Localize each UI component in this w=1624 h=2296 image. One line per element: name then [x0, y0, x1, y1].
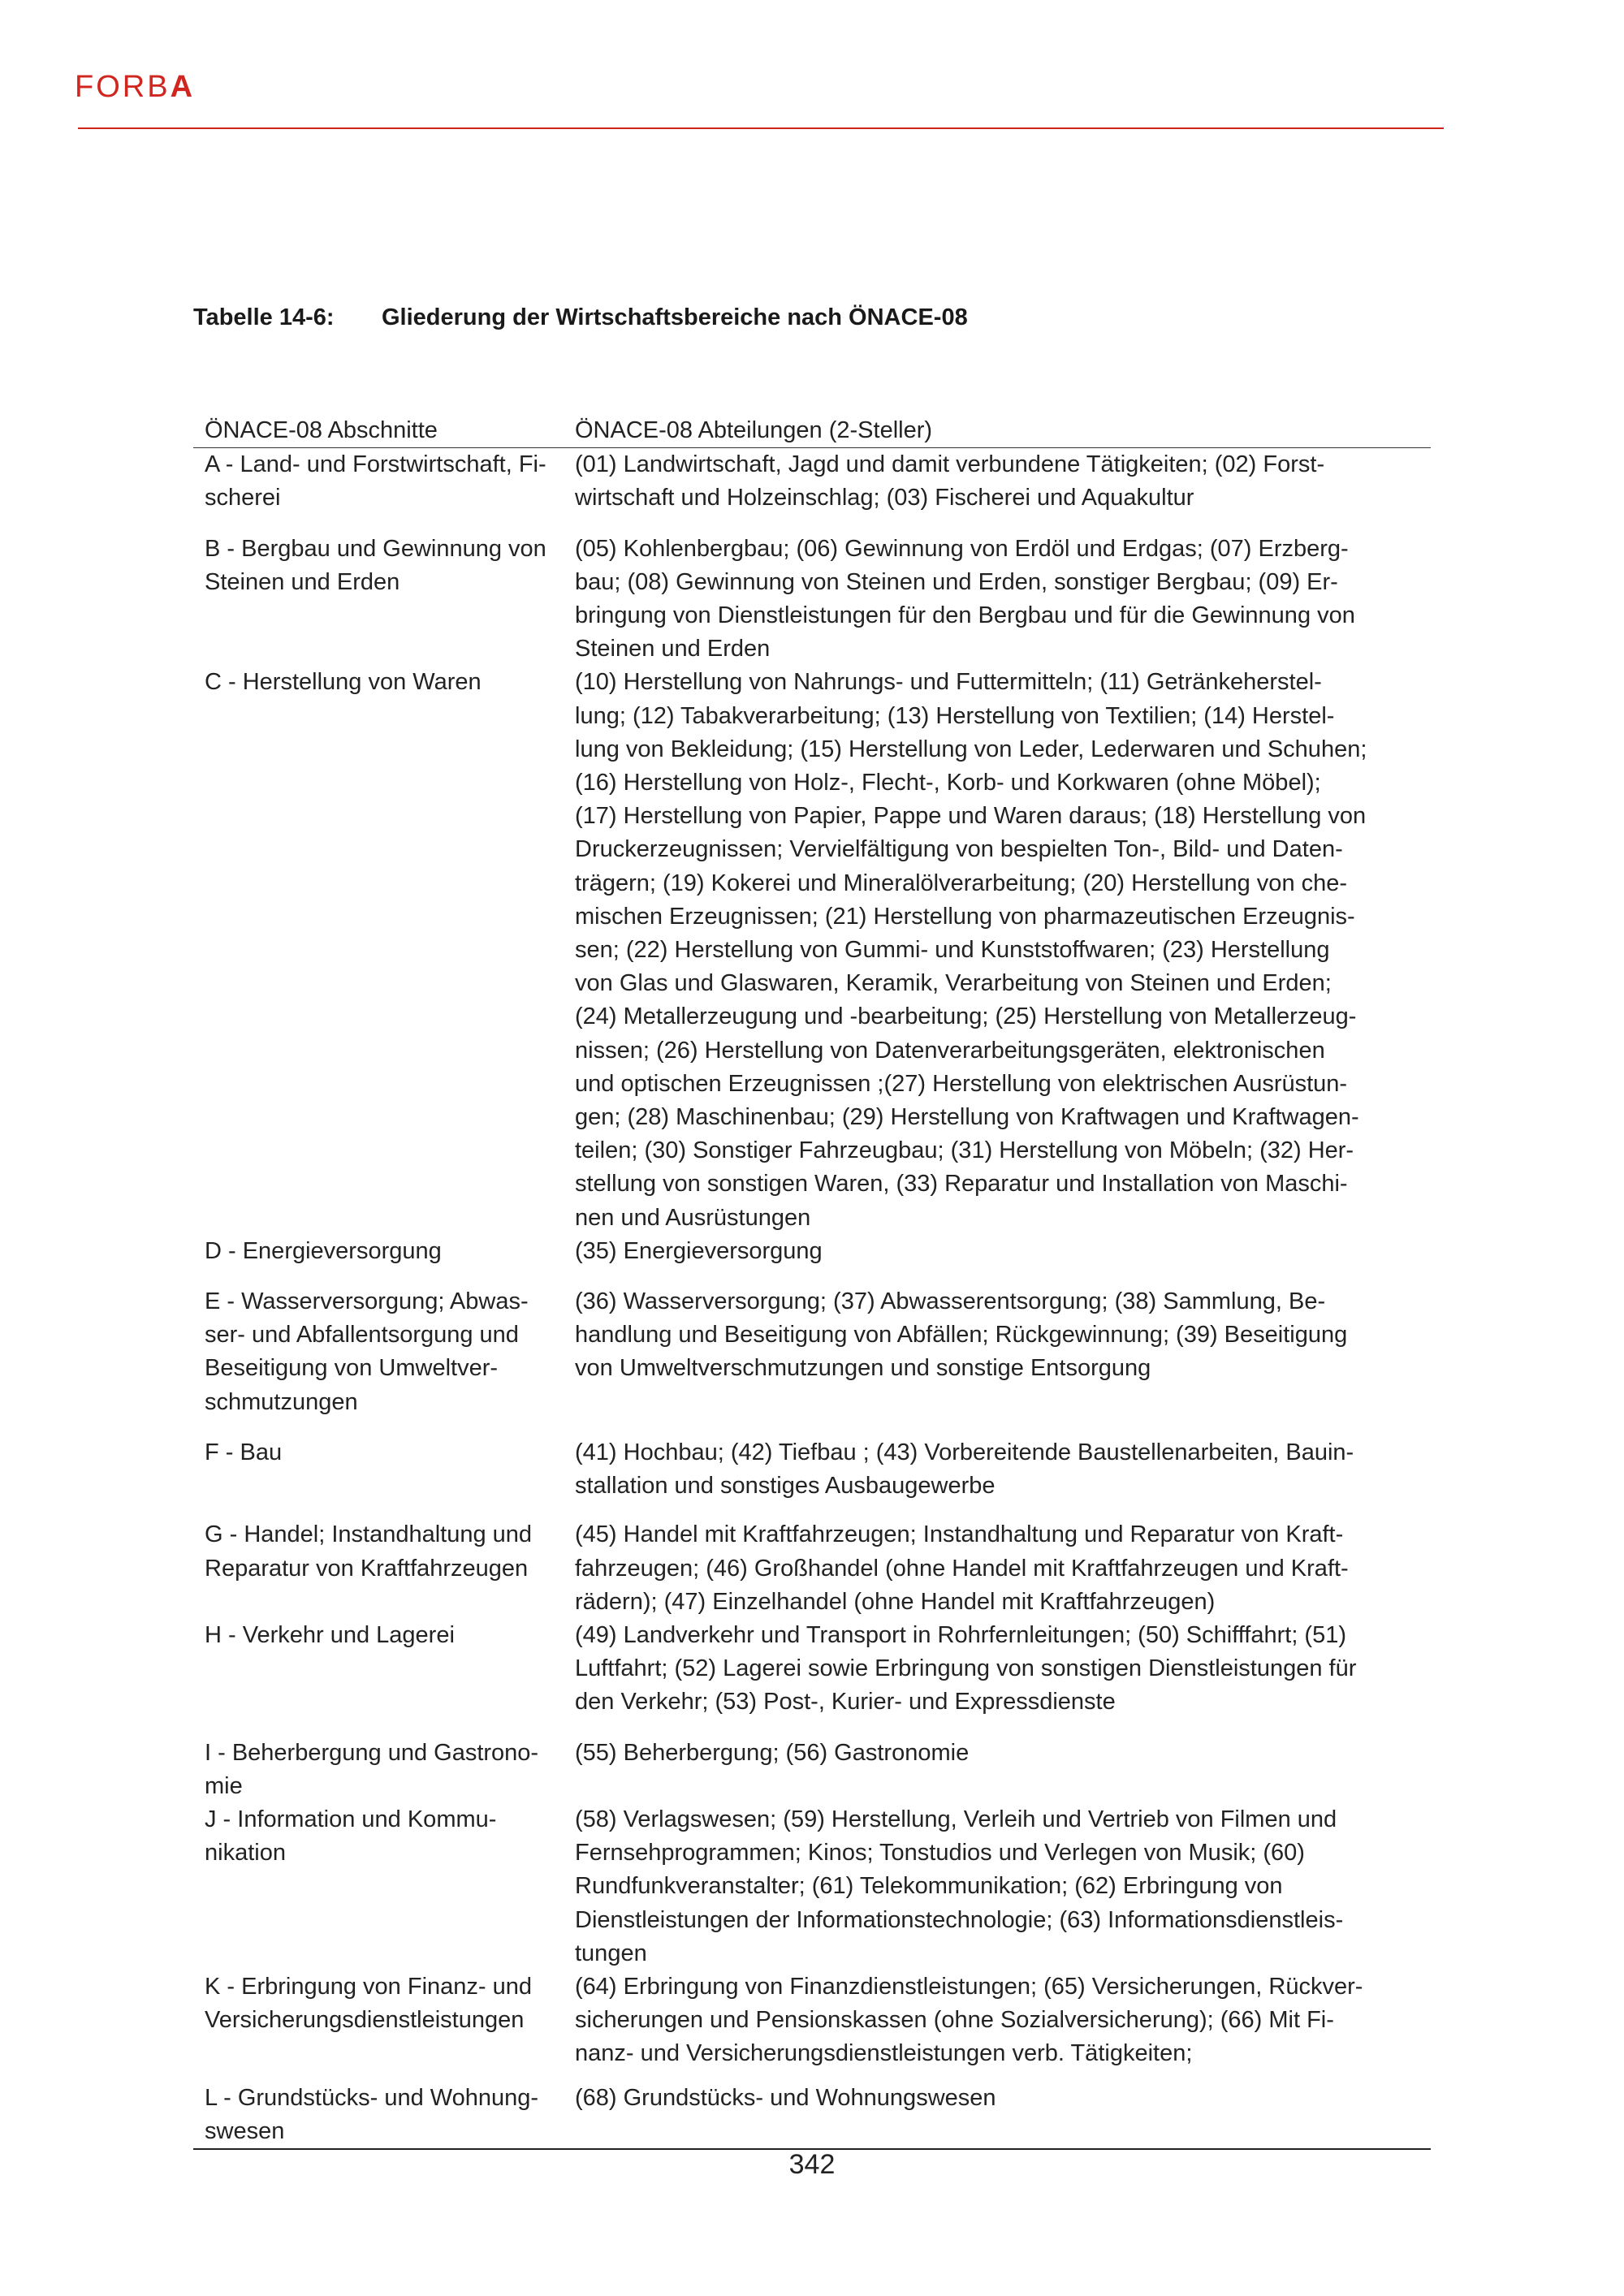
divisions-line: nen und Ausrüstungen [575, 1204, 811, 1231]
table-row [193, 1518, 1431, 1619]
section-cell [193, 1436, 573, 1503]
table-body [193, 448, 1431, 2148]
divisions-cell [573, 1970, 1431, 2071]
divisions-cell [573, 1803, 1431, 1970]
divisions-line: Druckerzeugnissen; Vervielfältigung von bespielten Ton-, Bild- und Daten- [575, 836, 1343, 863]
divisions-cell [573, 1737, 1431, 1803]
section-line: A - Land- und Forstwirtschaft, Fi- [205, 451, 546, 478]
section-line: F - Bau [205, 1439, 283, 1465]
section-line: mie [205, 1772, 243, 1799]
section-line: D - Energieversorgung [205, 1237, 442, 1264]
divisions-line: (64) Erbringung von Finanzdienstleistungen; (65) Versicherungen, Rückver- [575, 1973, 1363, 2000]
table-number: Tabelle 14-6: [193, 304, 335, 330]
divisions-line: handlung und Beseitigung von Abfällen; Rückgewinnung; (39) Beseitigung [575, 1322, 1348, 1349]
table-row [193, 666, 1431, 1234]
divisions-line: tungen [575, 1940, 647, 1966]
divisions-line: von Glas und Glaswaren, Keramik, Verarbeitung von Steinen und Erden; [575, 970, 1332, 997]
divisions-cell [573, 666, 1431, 1234]
divisions-cell [573, 533, 1431, 667]
section-line: C - Herstellung von Waren [205, 669, 482, 696]
divisions-line: (35) Energieversorgung [575, 1237, 823, 1264]
section-line: L - Grundstücks- und Wohnung- [205, 2084, 539, 2111]
divisions-line: (36) Wasserversorgung; (37) Abwasserentsorgung; (38) Sammlung, Be- [575, 1288, 1326, 1315]
section-cell [193, 1737, 573, 1803]
section-line: H - Verkehr und Lagerei [205, 1621, 455, 1648]
section-line: schmutzungen [205, 1388, 358, 1415]
section-cell [193, 1518, 573, 1619]
divisions-line: (24) Metallerzeugung und -bearbeitung; (25) Herstellung von Metallerzeug- [575, 1003, 1357, 1030]
section-line: swesen [205, 2117, 285, 2144]
section-cell [193, 448, 573, 515]
table-row [193, 2082, 1431, 2148]
onace-table [193, 414, 1431, 2150]
section-line: ser- und Abfallentsorgung und [205, 1322, 519, 1349]
divisions-line: (16) Herstellung von Holz-, Flecht-, Korb- und Korkwaren (ohne Möbel); [575, 770, 1321, 796]
divisions-line: Luftfahrt; (52) Lagerei sowie Erbringung von sonstigen Dienstleistungen für [575, 1655, 1357, 1682]
divisions-line: nanz- und Versicherungsdienstleistungen verb. Tätigkeiten; [575, 2040, 1193, 2067]
table-row [193, 1436, 1431, 1503]
divisions-line: wirtschaft und Holzeinschlag; (03) Fischerei und Aquakultur [575, 485, 1194, 511]
table-row [193, 1737, 1431, 1803]
section-line: Versicherungsdienstleistungen [205, 2007, 525, 2034]
divisions-line: sicherungen und Pensionskassen (ohne Sozialversicherung); (66) Mit Fi- [575, 2007, 1334, 2034]
divisions-line: (10) Herstellung von Nahrungs- und Futtermitteln; (11) Getränkeherstel- [575, 669, 1322, 696]
divisions-line: bau; (08) Gewinnung von Steinen und Erden, sonstiger Bergbau; (09) Er- [575, 568, 1338, 595]
section-cell [193, 1970, 573, 2071]
logo-text: FORB [75, 70, 171, 104]
section-line: E - Wasserversorgung; Abwas- [205, 1288, 529, 1315]
divisions-line: (01) Landwirtschaft, Jagd und damit verbundene Tätigkeiten; (02) Forst- [575, 451, 1325, 478]
divisions-line: (45) Handel mit Kraftfahrzeugen; Instandhaltung und Reparatur von Kraft- [575, 1521, 1344, 1548]
divisions-line: (55) Beherbergung; (56) Gastronomie [575, 1739, 970, 1766]
divisions-cell [573, 2082, 1431, 2148]
section-line: Reparatur von Kraftfahrzeugen [205, 1555, 529, 1582]
divisions-line: Fernsehprogrammen; Kinos; Tonstudios und Verlegen von Musik; (60) [575, 1840, 1305, 1867]
divisions-line: lung von Bekleidung; (15) Herstellung von Leder, Lederwaren und Schuhen; [575, 736, 1367, 762]
divisions-line: von Umweltverschmutzungen und sonstige Entsorgung [575, 1355, 1151, 1382]
table-row [193, 1285, 1431, 1419]
divisions-cell [573, 1518, 1431, 1619]
divisions-line: trägern; (19) Kokerei und Mineralölverarbeitung; (20) Herstellung von che- [575, 870, 1348, 896]
table-row [193, 1803, 1431, 1970]
table-header [193, 414, 1431, 448]
section-line: I - Beherbergung und Gastrono- [205, 1739, 539, 1766]
divisions-line: nissen; (26) Herstellung von Datenverarbeitungsgeräten, elektronischen [575, 1037, 1325, 1064]
table-row [193, 533, 1431, 667]
header-divisions: ÖNACE-08 Abteilungen (2-Steller) [575, 417, 933, 443]
divisions-line: (49) Landverkehr und Transport in Rohrfernleitungen; (50) Schifffahrt; (51) [575, 1621, 1347, 1648]
divisions-line: (05) Kohlenbergbau; (06) Gewinnung von Erdöl und Erdgas; (07) Erzberg- [575, 535, 1349, 562]
divisions-cell [573, 1285, 1431, 1419]
divisions-line: Steinen und Erden [575, 636, 771, 662]
divisions-line: lung; (12) Tabakverarbeitung; (13) Herstellung von Textilien; (14) Herstel- [575, 702, 1335, 729]
divisions-line: sen; (22) Herstellung von Gummi- und Kunststoffwaren; (23) Herstellung [575, 937, 1330, 964]
divisions-line: Dienstleistungen der Informationstechnologie; (63) Informationsdienstleis- [575, 1906, 1344, 1933]
divisions-line: stallation und sonstiges Ausbaugewerbe [575, 1473, 996, 1500]
divisions-line: gen; (28) Maschinenbau; (29) Herstellung von Kraftwagen und Kraftwagen- [575, 1104, 1359, 1131]
divisions-line: teilen; (30) Sonstiger Fahrzeugbau; (31) Herstellung von Möbeln; (32) Her- [575, 1137, 1354, 1164]
section-line: nikation [205, 1840, 286, 1867]
table-row [193, 1619, 1431, 1720]
section-line: Steinen und Erden [205, 568, 400, 595]
table-title: Gliederung der Wirtschaftsbereiche nach ÖNACE-08 [382, 304, 968, 330]
logo-text-bold: A [170, 70, 196, 104]
divisions-line: und optischen Erzeugnissen ;(27) Herstellung von elektrischen Ausrüstun- [575, 1070, 1348, 1097]
page-number: 342 [788, 2149, 836, 2180]
divisions-line: bringung von Dienstleistungen für den Bergbau und für die Gewinnung von [575, 602, 1355, 629]
divisions-line: den Verkehr; (53) Post-, Kurier- und Expressdienste [575, 1689, 1116, 1716]
section-line: scherei [205, 485, 281, 511]
divisions-line: fahrzeugen; (46) Großhandel (ohne Handel mit Kraftfahrzeugen und Kraft- [575, 1555, 1349, 1582]
section-line: J - Information und Kommu- [205, 1806, 497, 1832]
section-cell [193, 666, 573, 1234]
divisions-line: (68) Grundstücks- und Wohnungswesen [575, 2084, 996, 2111]
forba-logo [75, 70, 195, 105]
section-cell [193, 2082, 573, 2148]
section-line: K - Erbringung von Finanz- und [205, 1973, 532, 2000]
section-cell [193, 1285, 573, 1419]
section-cell [193, 1619, 573, 1720]
section-line: B - Bergbau und Gewinnung von [205, 535, 546, 562]
section-line: Beseitigung von Umweltver- [205, 1355, 499, 1382]
section-cell [193, 1235, 573, 1268]
divisions-cell [573, 1235, 1431, 1268]
divisions-line: (41) Hochbau; (42) Tiefbau ; (43) Vorbereitende Baustellenarbeiten, Bauin- [575, 1439, 1354, 1465]
section-cell [193, 1803, 573, 1970]
table-caption [193, 304, 968, 331]
divisions-line: mischen Erzeugnissen; (21) Herstellung von pharmazeutischen Erzeugnis- [575, 903, 1355, 930]
table-row [193, 448, 1431, 515]
header-rule [78, 127, 1444, 129]
divisions-line: rädern); (47) Einzelhandel (ohne Handel mit Kraftfahrzeugen) [575, 1588, 1216, 1615]
divisions-cell [573, 448, 1431, 515]
divisions-line: stellung von sonstigen Waren, (33) Reparatur und Installation von Maschi- [575, 1171, 1348, 1198]
divisions-cell [573, 1436, 1431, 1503]
divisions-cell [573, 1619, 1431, 1720]
divisions-line: (17) Herstellung von Papier, Pappe und Waren daraus; (18) Herstellung von [575, 803, 1367, 830]
table-row [193, 1235, 1431, 1268]
header-sections: ÖNACE-08 Abschnitte [205, 417, 438, 443]
divisions-line: Rundfunkveranstalter; (61) Telekommunikation; (62) Erbringung von [575, 1873, 1283, 1900]
table-row [193, 1970, 1431, 2071]
divisions-line: (58) Verlagswesen; (59) Herstellung, Verleih und Vertrieb von Filmen und [575, 1806, 1337, 1832]
section-line: G - Handel; Instandhaltung und [205, 1521, 533, 1548]
section-cell [193, 533, 573, 667]
